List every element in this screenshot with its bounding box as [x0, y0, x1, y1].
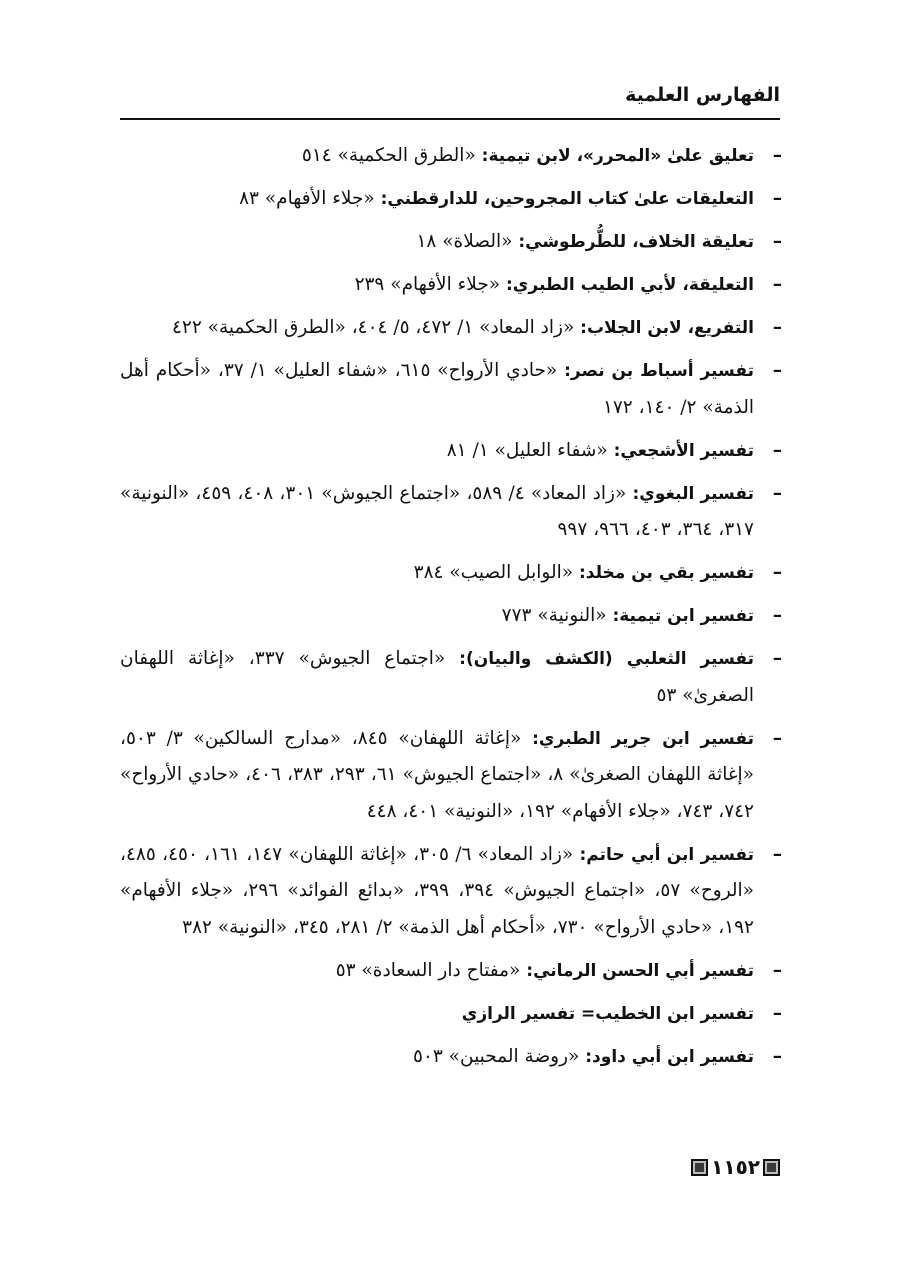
index-entry [120, 353, 782, 426]
entry-references: «شفاء العليل» ١/ ٨١ [446, 439, 608, 461]
entry-dash: – [772, 959, 782, 981]
entry-term: تفسير أبي الحسن الرماني: [526, 960, 754, 981]
entry-references: «الصلاة» ١٨ [416, 231, 513, 252]
entry-term: تفسير ابن تيمية: [612, 606, 754, 626]
entry-term: تفسير البغوي: [632, 483, 754, 504]
entry-references: «الوابل الصيب» ٣٨٤ [413, 562, 574, 583]
header-rule [120, 118, 780, 120]
index-entry [120, 224, 782, 261]
ornament-square-icon [691, 1159, 708, 1176]
index-entry [120, 953, 782, 990]
entry-dash: – [772, 605, 782, 626]
index-entry [120, 138, 782, 175]
entry-references: «إغاثة اللهفان» ٨٤٥، «مدارج السالكين» ٣/ ٥٠٣، «إغاثة اللهفان الصغرىٰ» ٨، «اجتماع الجيوش» ٦١، ٢٩٣، ٣٨٣، ٤٠٦، «حادي الأرواح» ٧٤٢، ٧٤٣، «جلاء الأفهام» ١٩٢، «النونية» ٤٠١، ٤٤٨ [120, 727, 754, 822]
entry-references: «جلاء الأفهام» ٨٣ [239, 188, 375, 209]
entry-dash: – [772, 274, 782, 295]
page-number: ١١٥٢ [711, 1155, 760, 1179]
entry-dash: – [772, 145, 782, 166]
index-entry [120, 267, 782, 304]
index-entry [120, 837, 782, 947]
entry-references: «اجتماع الجيوش» ٣٣٧، «إغاثة اللهفان الصغرىٰ» ٥٣ [120, 648, 754, 706]
entry-term: تعليقة الخلاف، للطُّرطوشي: [518, 232, 754, 252]
index-entries [120, 138, 782, 1082]
index-entry [120, 721, 782, 831]
entry-references: «زاد المعاد» ١/ ٤٧٢، ٥/ ٤٠٤، «الطرق الحكمية» ٤٢٢ [171, 317, 575, 338]
entry-dash: – [772, 188, 782, 209]
entry-dash: – [772, 648, 782, 669]
entry-term: تفسير الثعلبي (الكشف والبيان): [459, 649, 754, 669]
entry-term: تفسير أسباط بن نصر: [564, 361, 754, 381]
entry-references: «مفتاح دار السعادة» ٥٣ [335, 959, 521, 981]
entry-dash: – [772, 1002, 782, 1024]
entry-term: التفريع، لابن الجلاب: [580, 318, 754, 338]
ornament-square-icon [763, 1159, 780, 1176]
index-entry [120, 555, 782, 592]
entry-references: «جلاء الأفهام» ٢٣٩ [354, 274, 501, 295]
entry-term: تفسير الأشجعي: [613, 440, 754, 461]
index-entry [120, 996, 782, 1033]
index-entry [120, 310, 782, 347]
entry-term: تعليق علىٰ «المحرر»، لابن تيمية: [481, 146, 754, 166]
entry-references: «زاد المعاد» ٦/ ٣٠٥، «إغاثة اللهفان» ١٤٧، ١٦١، ٤٥٠، ٤٨٥، «الروح» ٥٧، «اجتماع الجيوش» ٣٩٤، ٣٩٩، «بدائع الفوائد» ٢٩٦، «جلاء الأفهام» ١٩٢، «حادي الأرواح» ٧٣٠، «أحكام أهل الذمة» ٢/ ٢٨١، ٣٤٥، «النونية» ٣٨٢ [120, 843, 754, 938]
page-number-block [691, 1156, 780, 1178]
entry-dash: – [772, 1045, 782, 1067]
entry-term: تفسير بقي بن مخلد: [578, 563, 754, 583]
entry-term: تفسير ابن أبي حاتم: [579, 844, 754, 865]
entry-references: «الطرق الحكمية» ٥١٤ [301, 145, 476, 166]
running-title: الفهارس العلمية [625, 84, 780, 106]
index-entry [120, 1039, 782, 1076]
entry-term: تفسير ابن أبي داود: [585, 1046, 754, 1067]
entry-references: «النونية» ٧٧٣ [501, 605, 607, 626]
entry-dash: – [772, 231, 782, 252]
entry-term: التعليقات علىٰ كتاب المجروحين، للدارقطني: [380, 189, 754, 209]
entry-dash: – [772, 439, 782, 461]
entry-dash: – [772, 360, 782, 381]
entry-dash: – [772, 482, 782, 504]
entry-references: «زاد المعاد» ٤/ ٥٨٩، «اجتماع الجيوش» ٣٠١، ٤٠٨، ٤٥٩، «النونية» ٣١٧، ٣٦٤، ٤٠٣، ٩٦٦، ٩٩٧ [120, 482, 754, 540]
index-entry [120, 433, 782, 470]
entry-term: تفسير ابن الخطيب= تفسير الرازي [461, 1003, 754, 1024]
entry-references: «روضة المحبين» ٥٠٣ [412, 1045, 580, 1067]
entry-dash: – [772, 317, 782, 338]
entry-dash: – [772, 727, 782, 749]
entry-dash: – [772, 562, 782, 583]
index-entry [120, 476, 782, 549]
entry-term: التعليقة، لأبي الطيب الطبري: [506, 275, 754, 295]
entry-references: «حادي الأرواح» ٦١٥، «شفاء العليل» ١/ ٣٧، «أحكام أهل الذمة» ٢/ ١٤٠، ١٧٢ [120, 360, 754, 418]
index-entry [120, 181, 782, 218]
entry-dash: – [772, 843, 782, 865]
index-entry [120, 598, 782, 635]
entry-term: تفسير ابن جرير الطبري: [532, 728, 754, 749]
index-entry [120, 641, 782, 714]
